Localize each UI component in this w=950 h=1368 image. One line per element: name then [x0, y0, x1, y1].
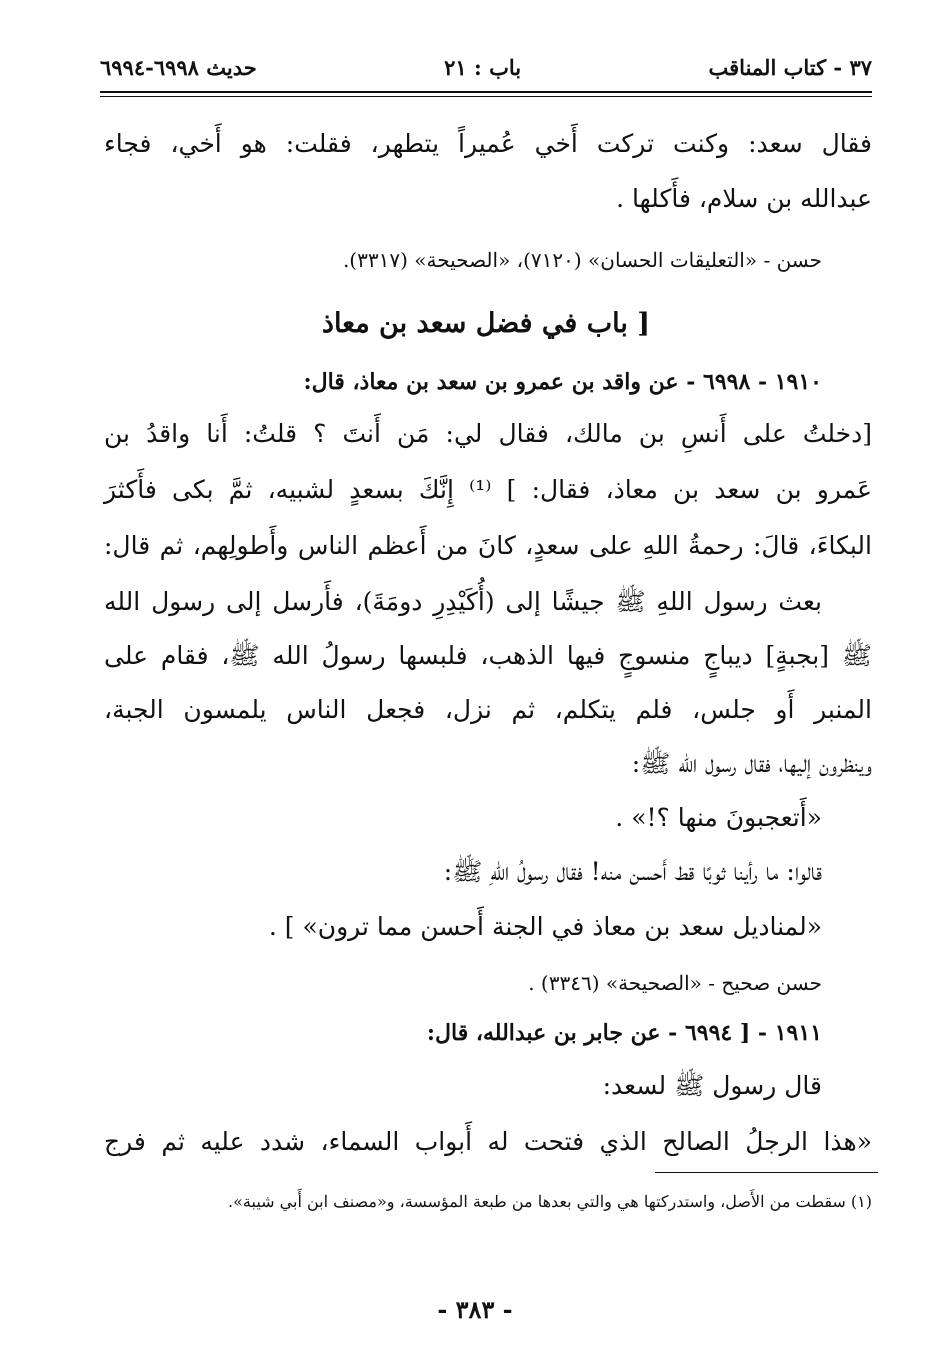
text-line: ﷺ [بجبةٍ] ديباجٍ منسوجٍ فيها الذهب، فلبسها رسولُ الله ﷺ، فقام على	[104, 641, 872, 670]
text-line: بعث رسول اللهِ ﷺ جيشًا إلى (أُكَيْدِرِ دومَةَ)، فأَرسل إلى رسول الله	[104, 587, 822, 616]
running-header	[100, 50, 872, 84]
text-line: وينظرون إليها، فقال رسول الله ﷺ:	[631, 749, 872, 778]
text-line: المنبر أَو جلس، فلم يتكلم، ثم نزل، فجعل الناس يلمسون الجبة،	[104, 695, 872, 724]
text-line: عَمرو بن سعد بن معاذ، فقال: ] ⁽¹⁾ إِنَّكَ بسعدٍ لشبيه، ثمَّ بكى فأَكثرَ	[104, 475, 872, 504]
page-number: - ٣٨٣ -	[437, 1295, 513, 1324]
footnote-rule	[655, 1172, 878, 1173]
header-rule-thin	[100, 96, 872, 97]
text-line: قال رسول ﷺ لسعد:	[602, 1071, 822, 1100]
header-rule-thick	[100, 91, 872, 93]
grading-note: حسن صحيح - «الصحيحة» (٣٣٤٦) .	[528, 971, 822, 995]
hadith-number-line: ١٩١١ - [ ٦٩٩٤ - عن جابر بن عبدالله، قال:	[426, 1020, 822, 1046]
text-line: قالوا: ما رأينا ثوبًا قط أَحسن منه! فقال رسولُ اللهِ ﷺ:	[443, 857, 822, 886]
text-line: [دخلتُ على أَنسِ بن مالك، فقال لي: مَن أَنتَ ؟ قلتُ: أَنا واقدُ بن	[104, 419, 872, 448]
footnote: (١) سقطت من الأَصل، واستدركتها هي والتي بعدها من طبعة المؤسسة، و«مصنف ابن أَبي شيبة».	[228, 1192, 872, 1211]
text-line: «أَتعجبونَ منها ؟!» .	[615, 803, 822, 832]
text-line: البكاءَ، قالَ: رحمةُ اللهِ على سعدٍ، كانَ من أَعظم الناس وأَطولِهم، ثم قال:	[104, 531, 872, 560]
text-line: «هذا الرجلُ الصالح الذي فتحت له أَبواب السماء، شدد عليه ثم فرج	[104, 1127, 872, 1156]
header-chapter: باب : ٢١	[444, 54, 522, 80]
header-hadith-range: حديث ٦٩٩٨-٦٩٩٤	[100, 54, 257, 80]
hadith-number-line: ١٩١٠ - ٦٩٩٨ - عن واقد بن عمرو بن سعد بن معاذ، قال:	[303, 369, 822, 395]
grading-note: حسن - «التعليقات الحسان» (٧١٢٠)، «الصحيحة» (٣٣١٧).	[342, 248, 822, 272]
text-line: عبدالله بن سلام، فأَكلها .	[616, 184, 872, 213]
text-line: فقال سعد: وكنت تركت أَخي عُميراً يتطهر، فقلت: هو أَخي، فجاء	[104, 129, 872, 158]
text-line: «لمناديل سعد بن معاذ في الجنة أَحسن مما ترون» ] .	[268, 912, 822, 941]
chapter-heading: [ باب في فضل سعد بن معاذ	[321, 308, 651, 339]
header-book-title: ٣٧ - كتاب المناقب	[708, 54, 872, 80]
